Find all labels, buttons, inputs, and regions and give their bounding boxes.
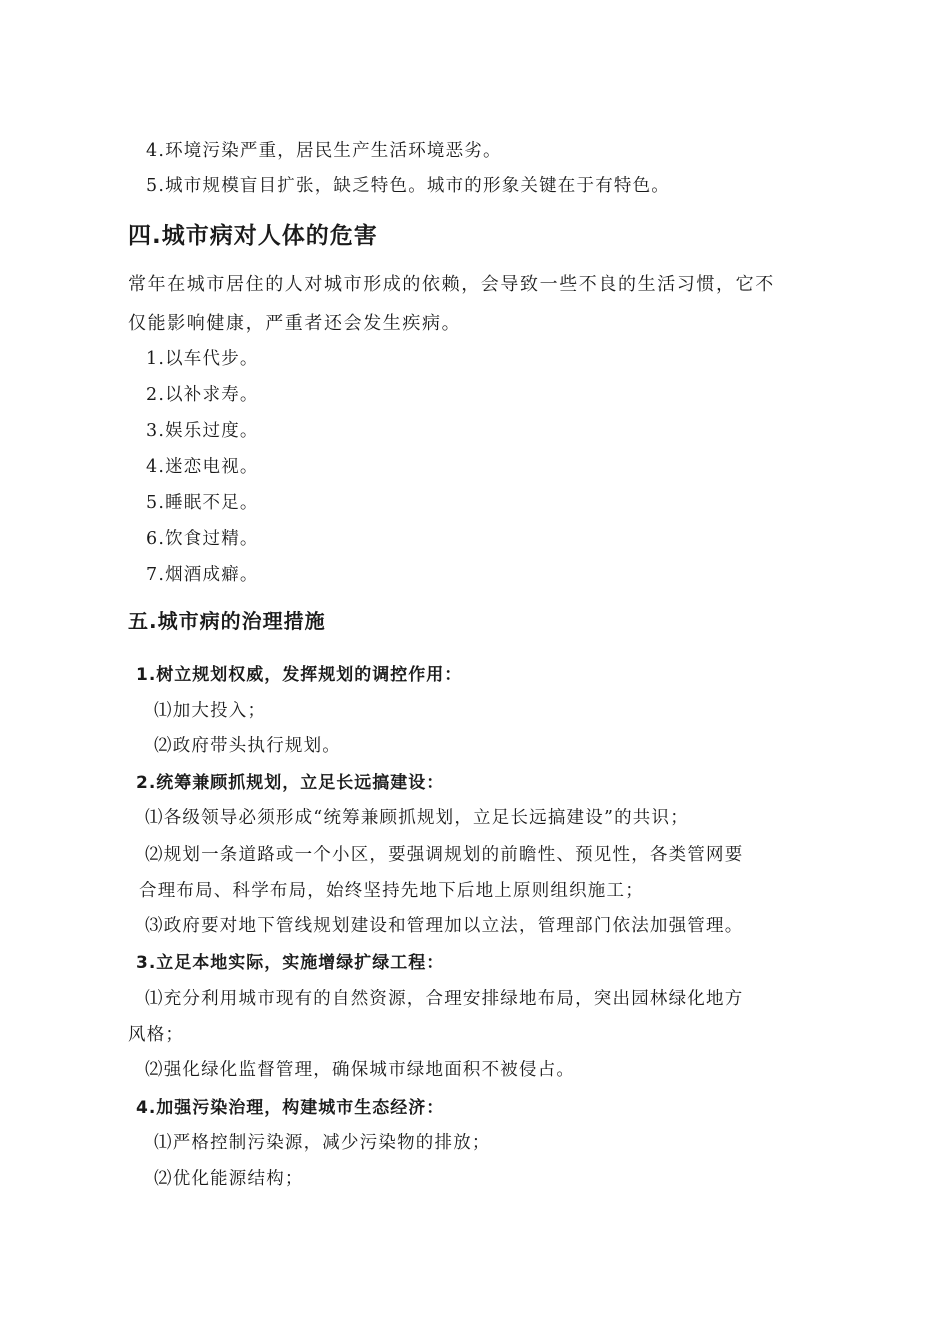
list-item: ⑵优化能源结构；	[154, 1169, 304, 1189]
list-item-continuation: 合理布局、科学布局，始终坚持先地下后地上原则组织施工；	[139, 881, 644, 901]
list-item: ⑴各级领导必须形成“统筹兼顾抓规划，立足长远搞建设”的共识；	[145, 808, 689, 828]
list-item: ⑴充分利用城市现有的自然资源，合理安排绿地布局，突出园林绿化地方	[145, 989, 744, 1009]
list-item: 4.迷恋电视。	[146, 457, 259, 477]
list-item: ⑵规划一条道路或一个小区，要强调规划的前瞻性、预见性，各类管网要	[145, 845, 744, 865]
list-item: 5.睡眠不足。	[146, 493, 259, 513]
list-item: ⑴加大投入；	[154, 701, 267, 721]
subsection-title: 2.统筹兼顾抓规划，立足长远搞建设：	[136, 773, 445, 793]
list-item: 7.烟酒成癖。	[146, 565, 259, 585]
subsection-title: 4.加强污染治理，构建城市生态经济：	[136, 1098, 445, 1118]
list-item: 4.环境污染严重，居民生产生活环境恶劣。	[146, 141, 502, 161]
list-item: ⑵政府带头执行规划。	[154, 736, 341, 756]
list-item: ⑶政府要对地下管线规划建设和管理加以立法，管理部门依法加强管理。	[145, 916, 744, 936]
section-heading: 四.城市病对人体的危害	[128, 223, 378, 249]
section-heading: 五.城市病的治理措施	[128, 609, 326, 633]
subsection-title: 1.树立规划权威，发挥规划的调控作用：	[136, 665, 463, 685]
list-item: 3.娱乐过度。	[146, 421, 259, 441]
paragraph-line: 常年在城市居住的人对城市形成的依赖，会导致一些不良的生活习惯，它不	[128, 274, 775, 295]
list-item: 6.饮食过精。	[146, 529, 259, 549]
subsection-title: 3.立足本地实际，实施增绿扩绿工程：	[136, 953, 445, 973]
list-item: 1.以车代步。	[146, 349, 259, 369]
list-item: 5.城市规模盲目扩张，缺乏特色。城市的形象关键在于有特色。	[146, 176, 670, 196]
list-item-continuation: 风格；	[128, 1025, 185, 1045]
list-item: ⑴严格控制污染源，减少污染物的排放；	[154, 1133, 491, 1153]
list-item: 2.以补求寿。	[146, 385, 259, 405]
list-item: ⑵强化绿化监督管理，确保城市绿地面积不被侵占。	[145, 1060, 576, 1080]
paragraph-line: 仅能影响健康，严重者还会发生疾病。	[128, 313, 462, 334]
